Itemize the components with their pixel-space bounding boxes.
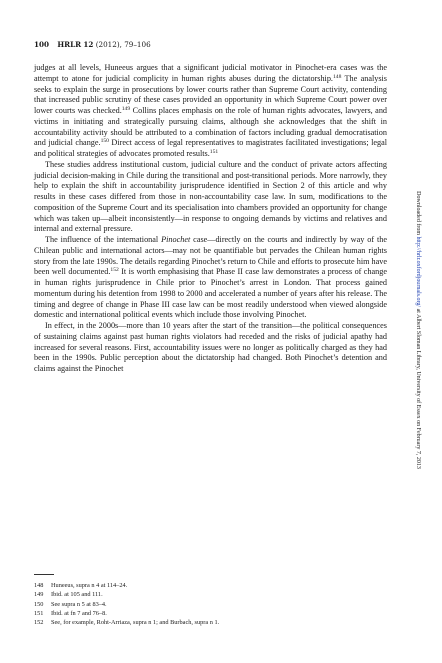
footnote-number: 150 bbox=[34, 600, 44, 608]
footnotes bbox=[34, 581, 394, 627]
footnote-number: 149 bbox=[34, 591, 44, 599]
journal-name: HRLR bbox=[57, 40, 82, 49]
article-body bbox=[34, 63, 387, 375]
footnote bbox=[34, 618, 394, 627]
footnote-ref: 150 bbox=[100, 138, 109, 145]
footnote bbox=[34, 590, 394, 599]
footnote-text: See supra n 5 at 83–4. bbox=[51, 600, 107, 608]
footnote-number: 151 bbox=[34, 609, 44, 617]
body-paragraph bbox=[34, 235, 387, 321]
footnote bbox=[34, 581, 394, 590]
body-paragraph bbox=[34, 160, 387, 235]
footnote-text: See, for example, Roht-Arriaza, supra n 1; and Burbach, supra n 1. bbox=[51, 619, 220, 627]
italic-case-name: Pinochet bbox=[161, 235, 191, 244]
journal-year-pages: (2012), 79–106 bbox=[95, 40, 151, 49]
footnote bbox=[34, 609, 394, 618]
body-paragraph bbox=[34, 63, 387, 160]
paragraph-text: It is worth emphasising that Phase II case law demonstrates a process of change in human rights jurisprudence in Chile prior to Pinochet’s arrest in London. That process gained momentum during his detention from 1998 to 2000 and accelerated a number of years after his release. The timing and degree of change in Phase III case law can be most readily understood when viewed alongside domestic and international political events which include those involving Pinochet. bbox=[34, 267, 387, 320]
paragraph-text: The influence of the international bbox=[45, 235, 162, 244]
download-notice-suffix: at Albert Sloman Library, University of Essex on February 7, 2013 bbox=[415, 307, 421, 469]
footnote-text: Huneeus, supra n 4 at 114–24. bbox=[51, 582, 128, 589]
footnote-ref: 151 bbox=[209, 149, 219, 155]
footnote-text: Ibid. at 105 and 111. bbox=[51, 591, 103, 599]
paragraph-text: Collins places emphasis on the role of human rights advocates, lawyers, and victims in initiating and strategically pursuing claims, although she acknowledges that the shift in accountability activity should be attributed to a combination of factors including gradual democratisation and judicial change. bbox=[34, 106, 388, 148]
paragraph-text: Direct access of legal representatives to magistrates facilitated investigations; legal and political strategies of advocates promoted results. bbox=[34, 138, 387, 158]
body-paragraph bbox=[34, 321, 387, 375]
footnote-ref: 148 bbox=[332, 73, 342, 80]
paragraph-text: case—directly on the courts and indirectly by way of the Chilean public and international actors—may not be quantifiable but pervades the Chilean human rights story from the late 1990s. The details regarding Pinochet’s return to Chile and efforts to prosecute him have been well documented. bbox=[34, 235, 388, 277]
paragraph-text: These studies address institutional custom, judicial culture and the conduct of private actors affecting judicial decision-making in Chile during the transitional and post-transitional periods. More narrowly, they help to explain the shift in accountability jurisprudence identified in Section 2 of this article and why results in these cases differed from those in non-accountability case law. In sum, modifications to the composition of the Supreme Court and its specialisation into chambers provided an opportunity for change which was taken up—albeit inconsistently—in response to ongoing demands by victims and relatives and internal and external pressure. bbox=[34, 159, 387, 234]
journal-volume: 12 bbox=[83, 40, 94, 49]
running-header bbox=[34, 40, 151, 49]
paragraph-text: In effect, in the 2000s—more than 10 years after the start of the transition—the political consequences of sustaining claims against past human rights violators had receded and the risks of judicial apathy had increased for several reasons. First, accountability issues were no longer as politically charged as they had been in the 1990s. Public perception about the dictatorship had changed. Both Pinochet’s detention and claims against the Pinochet bbox=[34, 321, 387, 373]
footnote-ref: 152 bbox=[110, 267, 119, 274]
paragraph-text: The analysis seeks to explain the surge in prosecutions by lower courts rather than Supreme Court activity, contending that increased public scrutiny of these cases provided an opportunity in which Supreme Court power over lower courts was checked. bbox=[34, 73, 387, 115]
footnote-rule bbox=[34, 574, 54, 575]
paragraph-text: judges at all levels, Huneeus argues that a significant judicial motivator in Pinochet-era cases was the attempt to atone for judicial complicity in human rights abuses during the dictatorship. bbox=[34, 63, 387, 83]
footnote bbox=[34, 600, 394, 609]
footnote-number: 152 bbox=[34, 619, 44, 627]
page-number: 100 bbox=[34, 40, 50, 49]
download-notice-prefix: Downloaded from bbox=[415, 191, 421, 237]
footnote-number: 148 bbox=[34, 582, 44, 589]
footnote-ref: 149 bbox=[121, 106, 131, 112]
footnote-text: Ibid. at fn 7 and 76–8. bbox=[51, 609, 107, 617]
download-link[interactable]: http://hrlr.oxfordjournals.org/ bbox=[415, 236, 421, 308]
